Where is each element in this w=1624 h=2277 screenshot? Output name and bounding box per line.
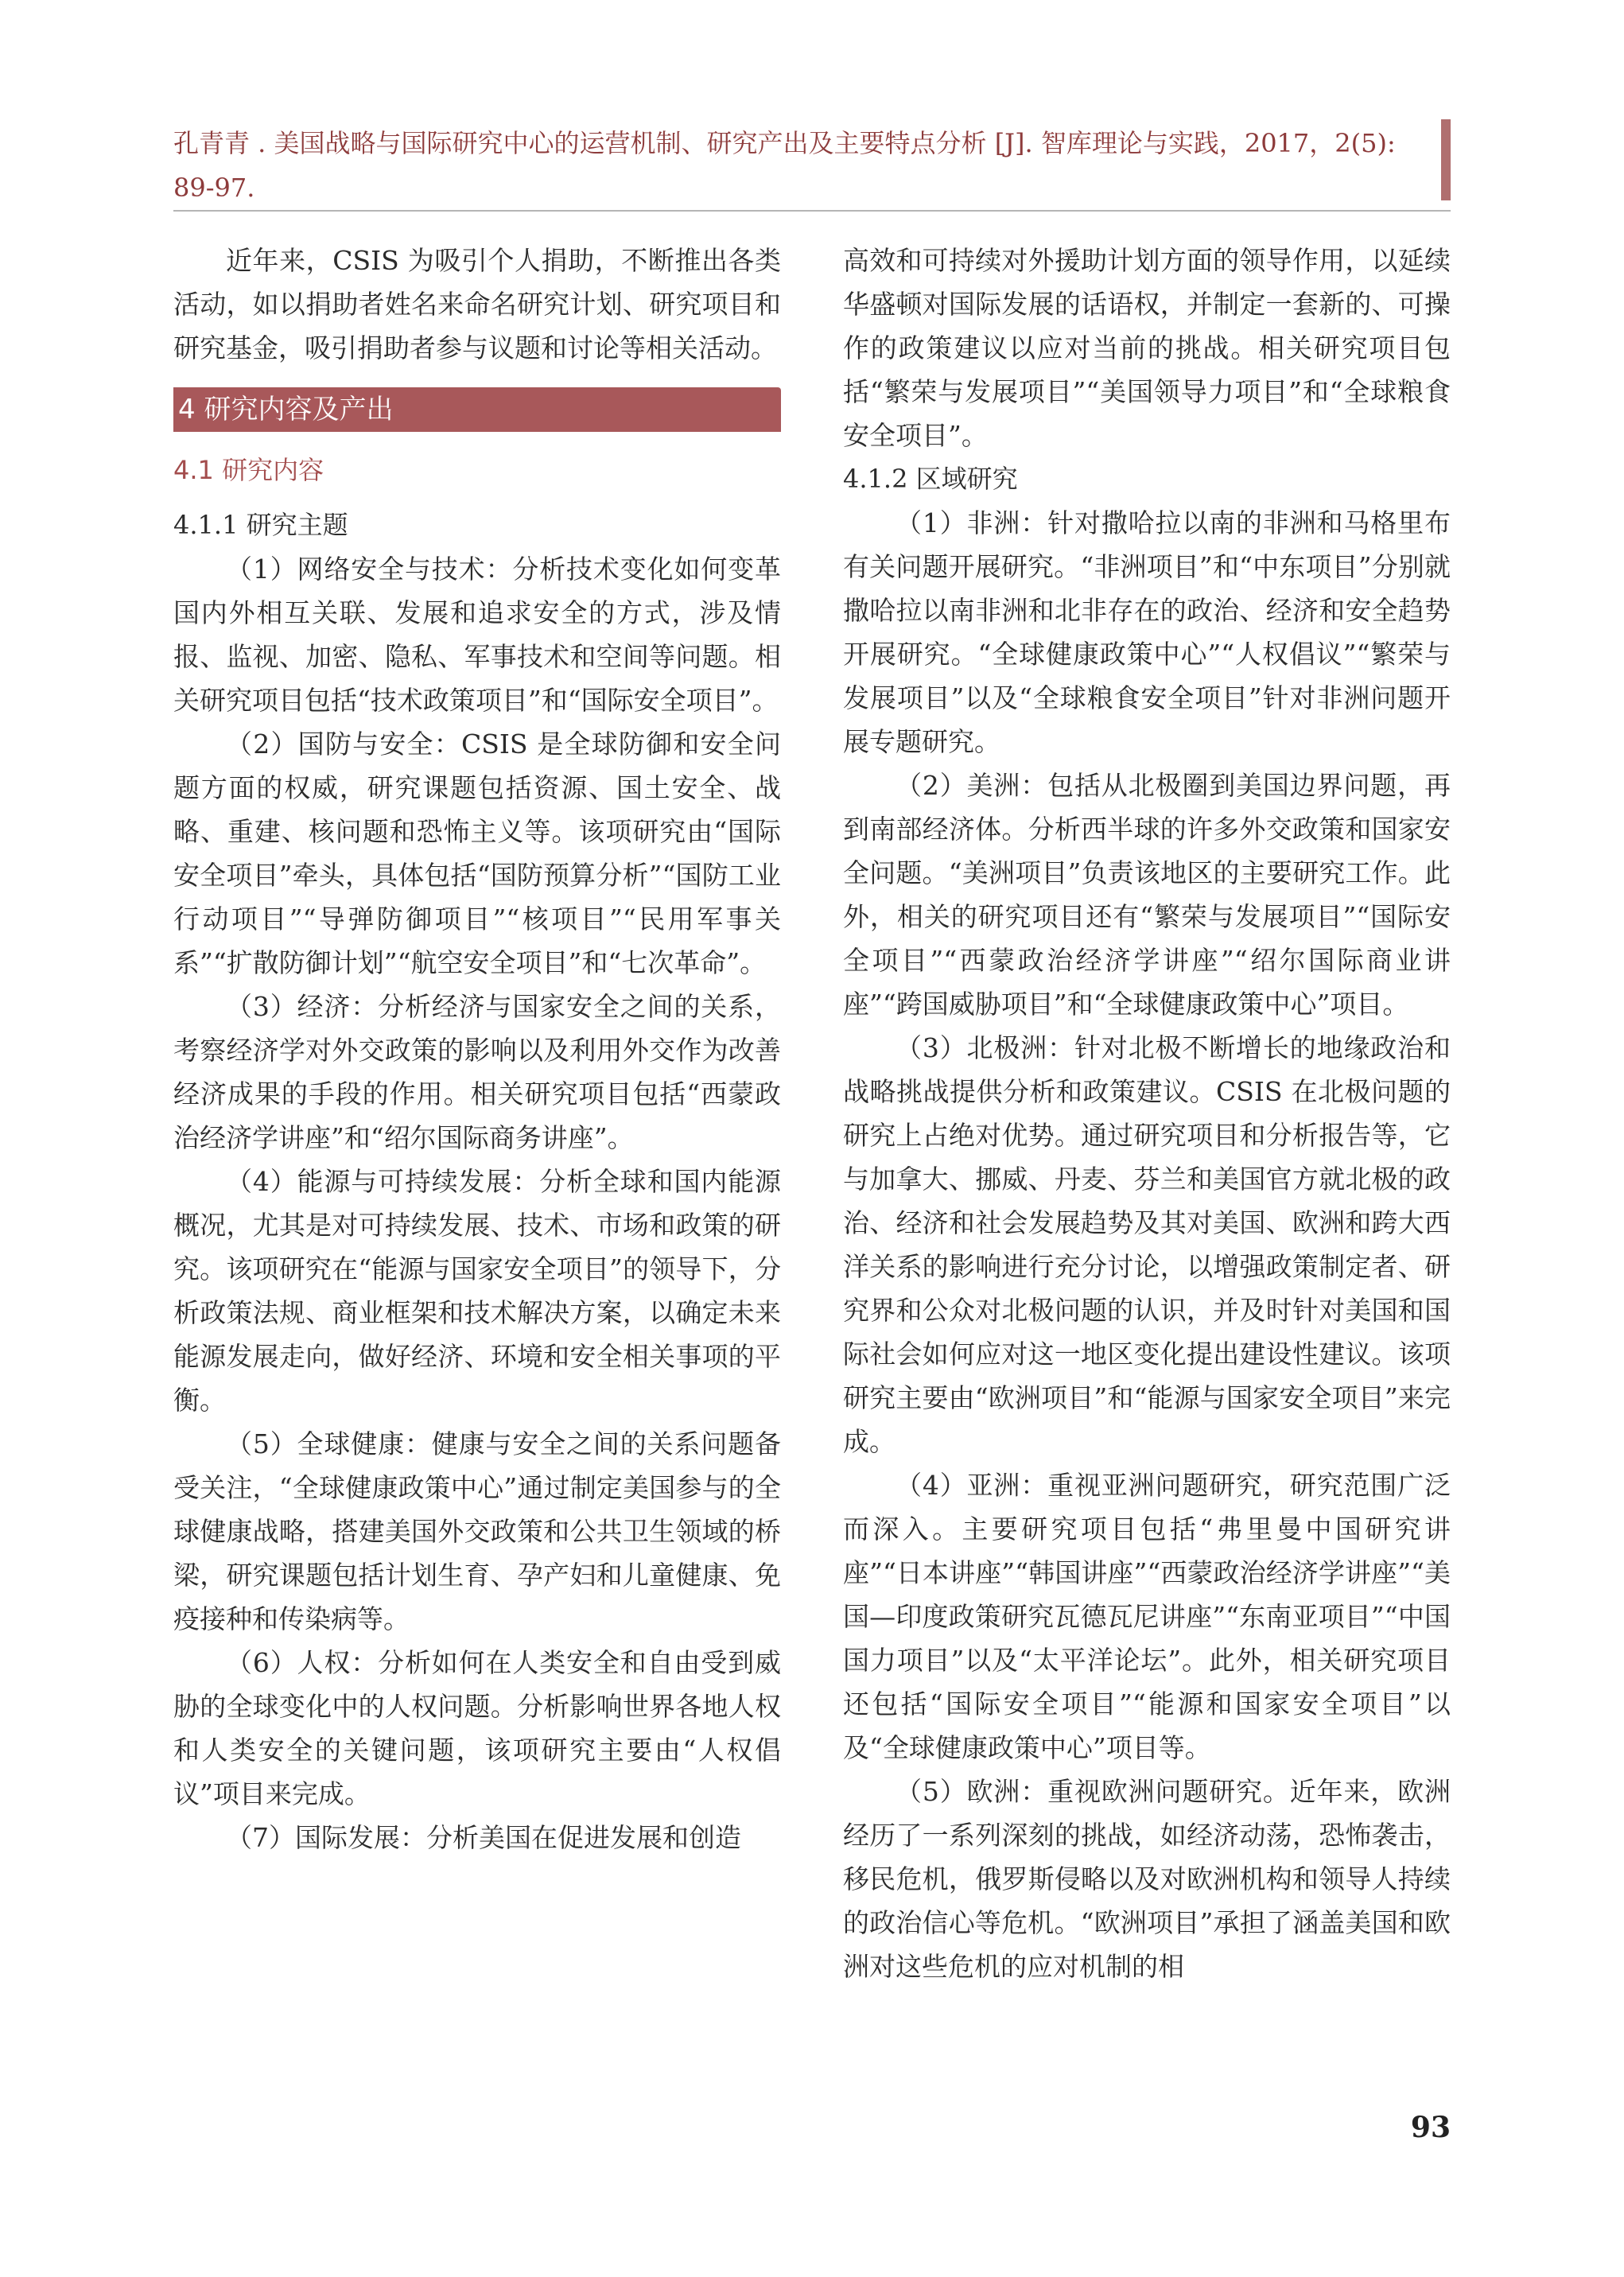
- right-column: [843, 239, 1451, 1988]
- intro-paragraph: 近年来，CSIS 为吸引个人捐助，不断推出各类活动，如以捐助者姓名来命名研究计划、研究项目和研究基金，吸引捐助者参与议题和讨论等相关活动。: [173, 245, 781, 363]
- subsection-heading: 4.1 研究内容: [173, 455, 324, 485]
- paragraph-asia: （4）亚洲：重视亚洲问题研究，研究范围广泛而深入。主要研究项目包括“弗里曼中国研究讲座”“日本讲座”“韩国讲座”“西蒙政治经济学讲座”“美国—印度政策研究瓦德瓦尼讲座”“东南亚项目”“中国国力项目”以及“太平洋论坛”。此外，相关研究项目还包括“国际安全项目”“能源和国家安全项目”以及“全球健康政策中心”项目等。: [843, 1470, 1451, 1763]
- subsubsection-heading-regional: 4.1.2 区域研究: [843, 464, 1018, 494]
- running-header: 孔青青 . 美国战略与国际研究中心的运营机制、研究产出及主要特点分析 [J]. 智库理论与实践，2017，2(5): 89-97.: [173, 128, 1396, 203]
- paragraph-global-health: （5）全球健康：健康与安全之间的关系问题备受关注，“全球健康政策中心”通过制定美国参与的全球健康战略，搭建美国外交政策和公共卫生领域的桥梁，研究课题包括计划生育、孕产妇和儿童健康、免疫接种和传染病等。: [173, 1428, 781, 1634]
- subsubsection-heading-topics: 4.1.1 研究主题: [173, 510, 348, 540]
- continuation-paragraph: 高效和可持续对外援助计划方面的领导作用，以延续华盛顿对国际发展的话语权，并制定一套新的、可操作的政策建议以应对当前的挑战。相关研究项目包括“繁荣与发展项目”“美国领导力项目”和“全球粮食安全项目”。: [843, 245, 1451, 451]
- paragraph-europe: （5）欧洲：重视欧洲问题研究。近年来，欧洲经历了一系列深刻的挑战，如经济动荡，恐怖袭击，移民危机，俄罗斯侵略以及对欧洲机构和领导人持续的政治信心等危机。“欧洲项目”承担了涵盖美国和欧洲对这些危机的应对机制的相: [843, 1776, 1451, 1982]
- paragraph-economics: （3）经济：分析经济与国家安全之间的关系，考察经济学对外交政策的影响以及利用外交作为改善经济成果的手段的作用。相关研究项目包括“西蒙政治经济学讲座”和“绍尔国际商务讲座”。: [173, 991, 781, 1153]
- page-number: 93: [1410, 2111, 1451, 2144]
- paragraph-cyber-security: （1）网络安全与技术：分析技术变化如何变革国内外相互关联、发展和追求安全的方式，涉及情报、监视、加密、隐私、军事技术和空间等问题。相关研究项目包括“技术政策项目”和“国际安全项目”。: [173, 554, 781, 716]
- paragraph-arctic: （3）北极洲：针对北极不断增长的地缘政治和战略挑战提供分析和政策建议。CSIS 在北极问题的研究上占绝对优势。通过研究项目和分析报告等，它与加拿大、挪威、丹麦、芬兰和美国官方就北极的政治、经济和社会发展趋势及其对美国、欧洲和跨大西洋关系的影响进行充分讨论，以增强政策制定者、研究界和公众对北极问题的认识，并及时针对美国和国际社会如何应对这一地区变化提出建设性建议。该项研究主要由“欧洲项目”和“能源与国家安全项目”来完成。: [843, 1032, 1451, 1457]
- header-accent-bar: [1441, 119, 1451, 200]
- left-column: [173, 239, 781, 1859]
- paragraph-americas: （2）美洲：包括从北极圈到美国边界问题，再到南部经济体。分析西半球的许多外交政策和国家安全问题。“美洲项目”负责该地区的主要研究工作。此外，相关的研究项目还有“繁荣与发展项目”“国际安全项目”“西蒙政治经济学讲座”“绍尔国际商业讲座”“跨国威胁项目”和“全球健康政策中心”项目。: [843, 770, 1451, 1020]
- paragraph-intl-development: （7）国际发展：分析美国在促进发展和创造: [226, 1822, 741, 1853]
- paragraph-defense-security: （2）国防与安全：CSIS 是全球防御和安全问题方面的权威，研究课题包括资源、国土安全、战略、重建、核问题和恐怖主义等。该项研究由“国际安全项目”牵头，具体包括“国防预算分析”“国防工业行动项目”“导弹防御项目”“核项目”“民用军事关系”“扩散防御计划”“航空安全项目”和“七次革命”。: [173, 729, 781, 978]
- section-heading: 4 研究内容及产出: [173, 387, 781, 432]
- paragraph-energy: （4）能源与可持续发展：分析全球和国内能源概况，尤其是对可持续发展、技术、市场和政策的研究。该项研究在“能源与国家安全项目”的领导下，分析政策法规、商业框架和技术解决方案，以确定未来能源发展走向，做好经济、环境和安全相关事项的平衡。: [173, 1166, 781, 1416]
- header-divider: [173, 210, 1451, 212]
- paragraph-africa: （1）非洲：针对撒哈拉以南的非洲和马格里布有关问题开展研究。“非洲项目”和“中东项目”分别就撒哈拉以南非洲和北非存在的政治、经济和安全趋势开展研究。“全球健康政策中心”“人权倡议”“繁荣与发展项目”以及“全球粮食安全项目”针对非洲问题开展专题研究。: [843, 507, 1451, 757]
- paragraph-human-rights: （6）人权：分析如何在人类安全和自由受到威胁的全球变化中的人权问题。分析影响世界各地人权和人类安全的关键问题，该项研究主要由“人权倡议”项目来完成。: [173, 1647, 781, 1809]
